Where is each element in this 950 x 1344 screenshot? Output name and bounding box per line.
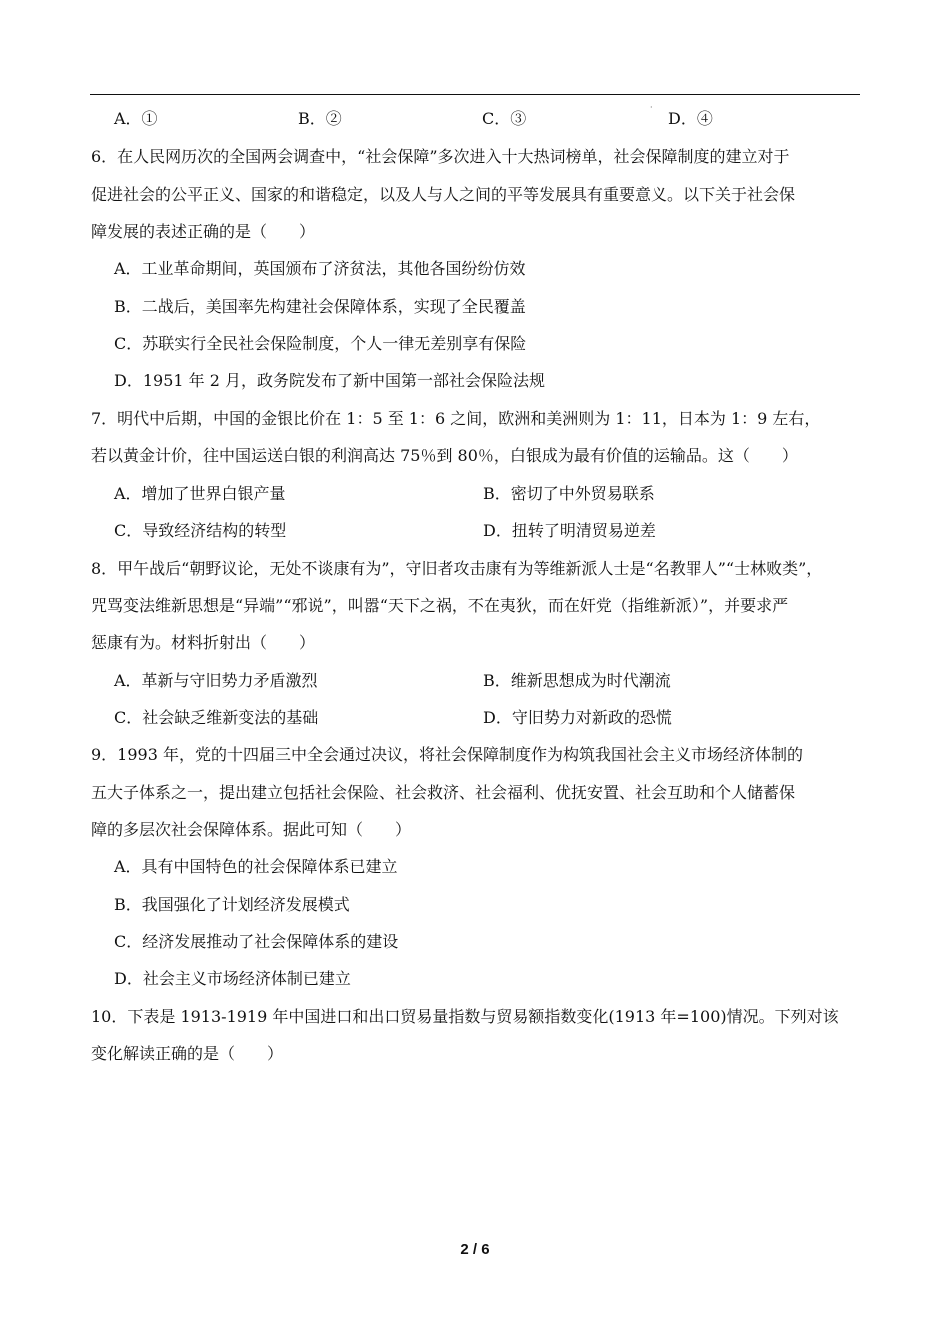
- q9-stem-line-3: 障的多层次社会保障体系。据此可知（ ）: [91, 820, 412, 839]
- q7-option-d[interactable]: D．扭转了明清贸易逆差: [483, 521, 656, 540]
- q9-option-d[interactable]: D．社会主义市场经济体制已建立: [114, 969, 351, 988]
- header-rule: [90, 94, 860, 95]
- q8-option-c[interactable]: C．社会缺乏维新变法的基础: [114, 708, 319, 727]
- q6-stem-line-2: 促进社会的公平正义、国家的和谐稳定，以及人与人之间的平等发展具有重要意义。以下关于社会保: [91, 185, 796, 204]
- prev-option-d[interactable]: D．④: [668, 109, 713, 128]
- q7-stem-line-1: 7．明代中后期，中国的金银比价在 1：5 至 1：6 之间，欧洲和美洲则为 1：11，日本为 1：9 左右，: [91, 409, 821, 428]
- q9-stem-line-2: 五大子体系之一，提出建立包括社会保险、社会救济、社会福利、优抚安置、社会互助和个人储蓄保: [91, 783, 796, 802]
- stray-dot: ·: [650, 103, 653, 112]
- prev-option-b[interactable]: B．②: [298, 109, 342, 128]
- q8-stem-line-1: 8．甲午战后“朝野议论，无处不谈康有为”，守旧者攻击康有为等维新派人士是“名教罪人”“士林败类”，: [91, 559, 823, 578]
- q8-stem-line-2: 咒骂变法维新思想是“异端”“邪说”，叫嚣“天下之祸，不在夷狄，而在奸党（指维新派）”，并要求严: [91, 596, 789, 615]
- q6-option-a[interactable]: A．工业革命期间，英国颁布了济贫法，其他各国纷纷仿效: [114, 259, 526, 278]
- q6-option-c[interactable]: C．苏联实行全民社会保险制度，个人一律无差别享有保险: [114, 334, 527, 353]
- page-number: 2 / 6: [460, 1241, 490, 1258]
- q10-stem-line-1: 10．下表是 1913-1919 年中国进口和出口贸易量指数与贸易额指数变化(1913 年=100)情况。下列对该: [91, 1007, 839, 1026]
- q7-stem-line-2: 若以黄金计价，往中国运送白银的利润高达 75％到 80％，白银成为最有价值的运输品。这（ ）: [91, 446, 798, 465]
- q7-option-b[interactable]: B．密切了中外贸易联系: [483, 484, 655, 503]
- q8-option-b[interactable]: B．维新思想成为时代潮流: [483, 671, 671, 690]
- q8-option-a[interactable]: A．革新与守旧势力矛盾激烈: [114, 671, 318, 690]
- q8-option-d[interactable]: D．守旧势力对新政的恐慌: [483, 708, 672, 727]
- q6-option-d[interactable]: D．1951 年 2 月，政务院发布了新中国第一部社会保险法规: [114, 371, 545, 390]
- q10-stem-line-2: 变化解读正确的是（ ）: [91, 1044, 284, 1063]
- q6-stem-line-1: 6．在人民网历次的全国两会调查中，“社会保障”多次进入十大热词榜单，社会保障制度的建立对于: [91, 147, 790, 166]
- q9-option-a[interactable]: A．具有中国特色的社会保障体系已建立: [114, 857, 398, 876]
- q7-option-a[interactable]: A．增加了世界白银产量: [114, 484, 286, 503]
- prev-option-a[interactable]: A．①: [114, 109, 158, 128]
- q9-stem-line-1: 9．1993 年，党的十四届三中全会通过决议，将社会保障制度作为构筑我国社会主义市场经济体制的: [91, 745, 803, 764]
- q9-option-c[interactable]: C．经济发展推动了社会保障体系的建设: [114, 932, 399, 951]
- q6-stem-line-3: 障发展的表述正确的是（ ）: [91, 222, 316, 241]
- q6-option-b[interactable]: B．二战后，美国率先构建社会保障体系，实现了全民覆盖: [114, 297, 526, 316]
- q9-option-b[interactable]: B．我国强化了计划经济发展模式: [114, 895, 350, 914]
- q7-option-c[interactable]: C．导致经济结构的转型: [114, 521, 287, 540]
- q8-stem-line-3: 惩康有为。材料折射出（ ）: [91, 633, 316, 652]
- prev-option-c[interactable]: C．③: [482, 109, 527, 128]
